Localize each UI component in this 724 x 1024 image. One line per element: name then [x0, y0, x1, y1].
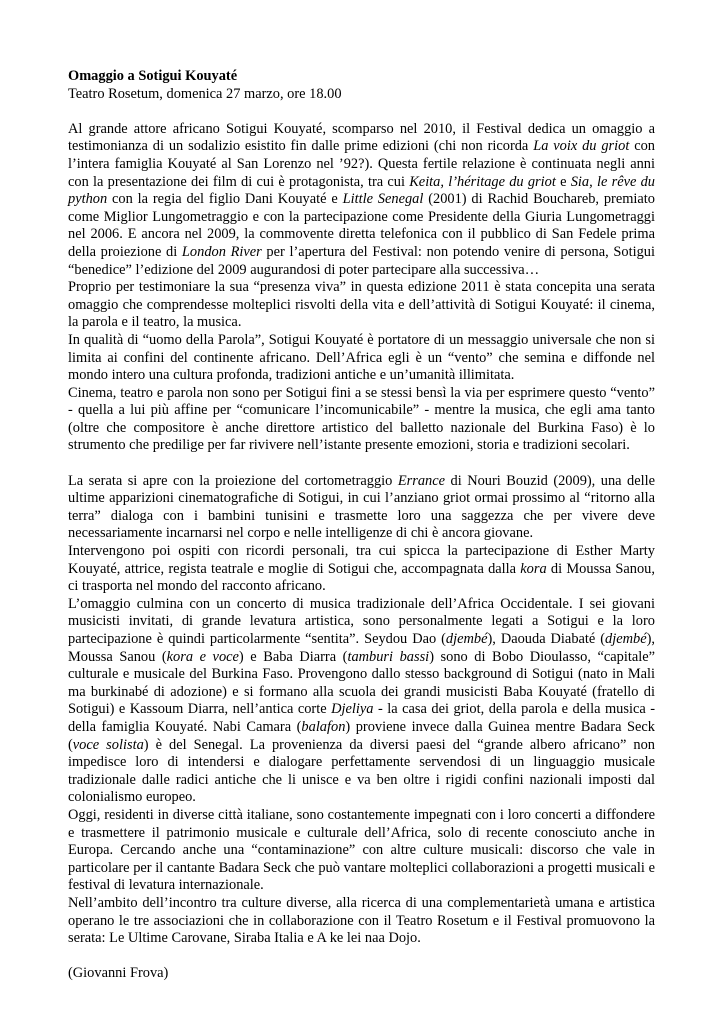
- paragraph-8: Oggi, residenti in diverse città italiane, sono costantemente impegnati con i loro concerti a diffondere e trasmettere il patrimonio musicale e culturale dell’Africa, solo di recente conosciuto anche in Europa. Cercando anche una “contaminazione” con altre culture musicali: discorso che vale in particolare per il cantante Badara Seck che può vantare molteplici collaborazioni a progetti musicali e festival di levatura internazionale.: [68, 806, 655, 894]
- italic-title: djembé: [605, 631, 647, 647]
- paragraph-3: In qualità di “uomo della Parola”, Sotigui Kouyaté è portatore di un messaggio universale che non si limita ai confini del continente africano. Dell’Africa egli è un “vento” che semina e diffonde nel mondo intero una cultura profonda, tradizioni antiche e un’umanità illimitata.: [68, 331, 655, 384]
- paragraph-7: L’omaggio culmina con un concerto di musica tradizionale dell’Africa Occidentale. I sei giovani musicisti invitati, di grande levatura artistica, sono personalmente legati a Sotigui e la loro partecipazione è quindi particolarmente “sentita”. Seydou Dao (djembé), Daouda Diabaté (djembé), Moussa Sanou (kora e voce) e Baba Diarra (tamburi bassi) sono di Bobo Dioulasso, “capitale” culturale e musicale del Burkina Faso. Provengono dallo stesso background di Sotigui (nato in Mali ma burkinabé di adozione) e si formano alla scuola dei grandi musicisti Baba Kouyaté (fratello di Sotigui) e Kassoum Diarra, nell’antica corte Djeliya - la casa dei griot, della parola e della musica - della famiglia Kouyaté. Nabi Camara (balafon) proviene invece dalla Guinea mentre Badara Seck (voce solista) è del Senegal. La provenienza da diversi paesi del “grande albero africano” non impedisce loro di intendersi e dialogare perfettamente servendosi di un linguaggio musicale tradizionale dalle radici antiche che li unisce e va ben oltre i rigidi confini nazionali imposti dal colonialismo europeo.: [68, 595, 656, 806]
- italic-title: tamburi bassi: [347, 648, 430, 665]
- paragraph-6: Intervengono poi ospiti con ricordi personali, tra cui spicca la partecipazione di Esther Marty Kouyaté, attrice, regista teatrale e moglie di Sotigui che, accompagnata dalla kora di Moussa Sanou, ci trasporta nel mondo del racconto africano.: [68, 543, 655, 595]
- italic-title: London River: [181, 243, 262, 260]
- spacer: [68, 948, 655, 966]
- italic-title: Sia, le rêve du python: [68, 173, 655, 208]
- italic-title: voce solista: [72, 736, 144, 753]
- paragraph-5: La serata si apre con la proiezione del cortometraggio Errance di Nouri Bouzid (2009), una delle ultime apparizioni cinematografiche di Sotigui, in cui l’anziano griot ormai prossimo al “ritorno alla terra” dialoga con i bambini tunisini e trasmette loro una saggezza che per vivere deve necessariamente incarnarsi nel corpo e nelle intelligenze di chi è ancora giovane.: [68, 472, 655, 542]
- italic-title: Errance: [397, 472, 446, 489]
- italic-title: Little Senegal: [342, 191, 424, 208]
- document-page: [68, 68, 655, 983]
- spacer: [68, 455, 655, 473]
- paragraph-2: Proprio per testimoniare la sua “presenza viva” in questa edizione 2011 è stata concepita una serata omaggio che comprendesse molteplici risvolti della vita e dell’attività di Sotigui Kouyaté: il cinema, la parola e il teatro, la musica.: [68, 279, 655, 331]
- signature: (Giovanni Frova): [68, 965, 169, 982]
- spacer: [68, 103, 655, 121]
- paragraph-9: Nell’ambito dell’incontro tra culture diverse, alla ricerca di una complementarietà umana e artistica operano le tre associazioni che in collaborazione con il Teatro Rosetum e il Festival promuovono la serata: Le Ultime Carovane, Siraba Italia e A ke lei naa Dojo.: [68, 894, 655, 947]
- italic-title: Djeliya: [331, 701, 374, 718]
- paragraph-1: Al grande attore africano Sotigui Kouyaté, scomparso nel 2010, il Festival dedica un omaggio a testimonianza di un sodalizio esistito fin dalle prime edizioni (chi non ricorda La voix du griot con l’intera famiglia Kouyaté al San Lorenzo nel ’92?). Questa fertile relazione è continuata negli anni con la presentazione dei film di cui è protagonista, tra cui Keita, l’héritage du griot e Sia, le rêve du python con la regia del figlio Dani Kouyaté e Little Senegal (2001) di Rachid Bouchareb, premiato come Miglior Lungometraggio e con la partecipazione come Presidente della Giuria Lungometraggi nel 2006. E ancora nel 2009, la commovente diretta telefonica con il pubblico di San Fedele prima della proiezione di London River per l’apertura del Festival: non potendo venire di persona, Sotigui “benedice” l’edizione del 2009 augurandosi di poter partecipare alla successiva…: [68, 120, 655, 278]
- paragraph-4: Cinema, teatro e parola non sono per Sotigui fini a se stessi bensì la via per esprimere questo “vento” - quella a lui più affine per “comunicare l’incomunicabile” - mentre la musica, che egli ama tanto (oltre che compositore è anche direttore artistico del balletto nazionale del Burkina Faso) è lo strumento che predilige per far rivivere nell’istante presente emozioni, storia e tradizioni secolari.: [68, 384, 655, 454]
- italic-title: Keita, l’héritage du griot: [409, 173, 556, 190]
- italic-title: kora e voce: [166, 648, 239, 665]
- italic-title: kora: [520, 560, 547, 577]
- italic-title: La voix du griot: [533, 138, 630, 155]
- document-title: Omaggio a Sotigui Kouyaté: [68, 68, 238, 84]
- event-info: Teatro Rosetum, domenica 27 marzo, ore 18.00: [68, 85, 342, 102]
- italic-title: balafon: [301, 718, 346, 735]
- italic-title: djembé: [445, 631, 488, 647]
